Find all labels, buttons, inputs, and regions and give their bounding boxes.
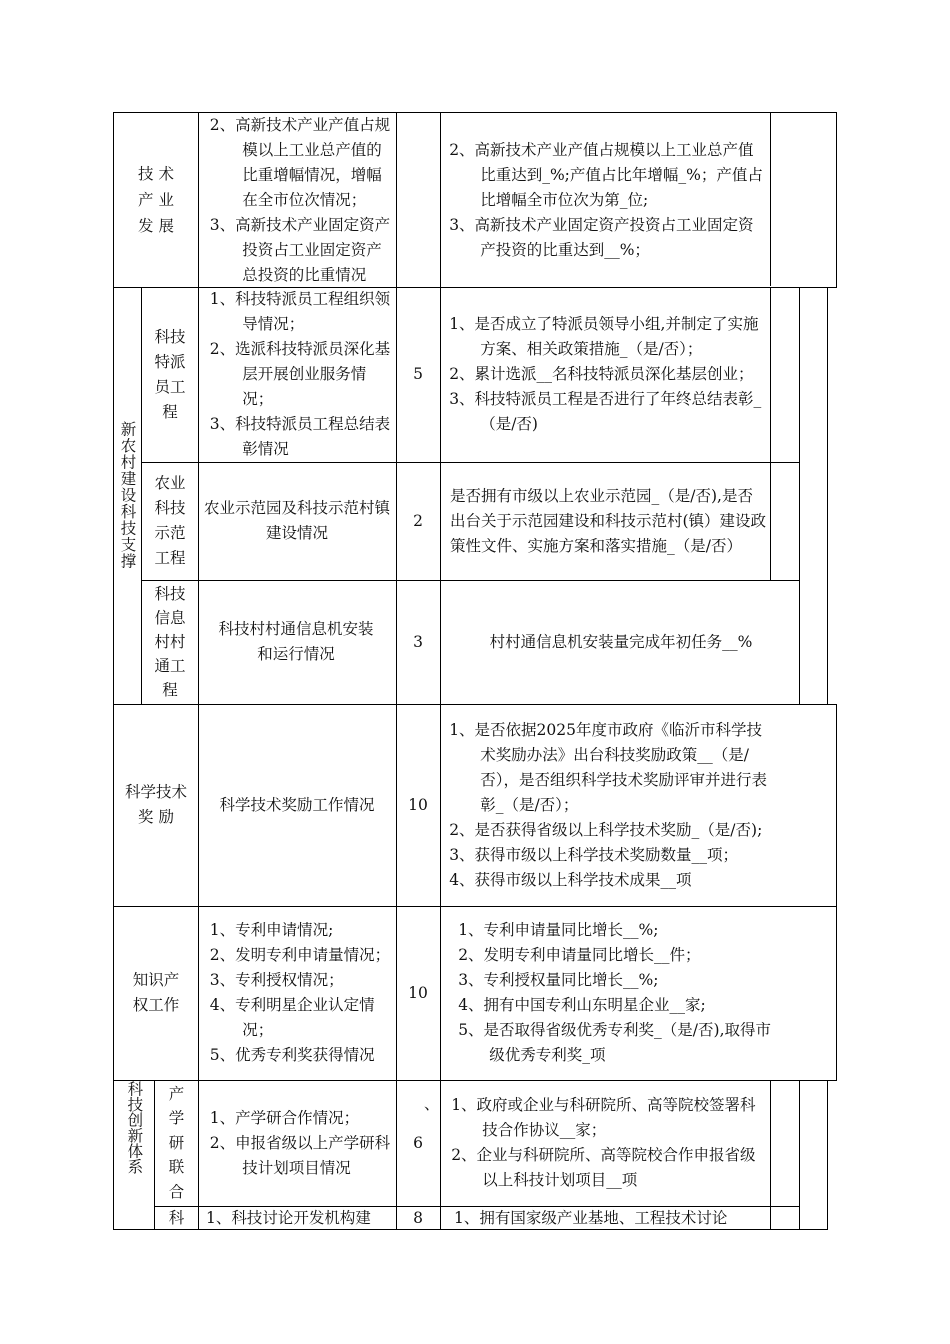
score-rd: 8 xyxy=(413,1208,423,1227)
grid-line xyxy=(827,287,828,704)
sub-agri-demo: 农业 科技 示范 工程 xyxy=(154,474,186,567)
grid-line xyxy=(113,287,837,288)
grid-line xyxy=(113,906,837,907)
item-text: 1、专利申请情况; xyxy=(209,921,334,939)
grid-line xyxy=(799,287,800,704)
grid-line xyxy=(113,1229,828,1230)
grid-line xyxy=(827,1080,828,1230)
group-innovation-system xyxy=(114,1080,154,1230)
item-agri-demo: 农业示范园及科技示范村镇建设情况 xyxy=(204,499,391,542)
group-rural-tech-support xyxy=(114,287,141,704)
grid-line xyxy=(141,287,142,704)
sub-rd: 科 xyxy=(168,1208,185,1227)
score-tech-industry xyxy=(396,112,440,287)
criteria-text: 5、是否取得省级优秀专利奖_（是/否),取得市级优秀专利奖_项 xyxy=(458,1021,771,1064)
criteria-agri-demo xyxy=(450,462,768,580)
score-sci-award: 10 xyxy=(408,795,428,814)
criteria-info-village: 村村通信息机安装量完成年初任务__% xyxy=(489,632,753,651)
score-agri-demo: 2 xyxy=(413,511,423,530)
item-rd: 1、科技讨论开发机构建 xyxy=(206,1209,371,1227)
score-iur: 6 xyxy=(413,1133,423,1152)
grid-line xyxy=(770,287,771,580)
item-text: 3、高新技术产业固定资产投资占工业固定资产总投资的比重情况 xyxy=(209,215,391,284)
category-sci-award: 科学技术 奖 励 xyxy=(124,783,187,826)
grid-line xyxy=(154,1080,155,1230)
items-tech-envoy xyxy=(202,288,392,461)
criteria-sci-award xyxy=(443,705,769,905)
score-info-village: 3 xyxy=(413,632,423,651)
criteria-text: 2、累计选派__名科技特派员深化基层创业； xyxy=(449,365,754,383)
criteria-rd: 1、拥有国家级产业基地、工程技术讨论 xyxy=(454,1209,728,1227)
item-text: 2、选派科技特派员深化基层开展创业服务情况； xyxy=(209,340,391,408)
item-text: 3、科技特派员工程总结表彰情况 xyxy=(209,415,391,458)
criteria-text: 1、是否依据2025年度市政府《临沂市科学技术奖励办法》出台科技奖励政策__（是/否），是否组织科学技术奖励评审并进行表彰_（是/否）； xyxy=(449,720,767,814)
criteria-text: 1、是否成立了特派员领导小组,并制定了实施方案、相关政策措施_（是/否）； xyxy=(449,315,759,358)
item-text: 5、优秀专利奖获得情况 xyxy=(209,1046,375,1064)
grid-line xyxy=(799,1080,800,1230)
criteria-tech-envoy xyxy=(443,288,769,461)
criteria-text: 4、获得市级以上科学技术成果__项 xyxy=(449,870,692,889)
items-iur xyxy=(202,1080,392,1206)
grid-line xyxy=(396,112,397,1230)
criteria-text: 2、是否获得省级以上科学技术奖励_（是/否); xyxy=(449,820,763,839)
criteria-text: 3、高新技术产业固定资产投资占工业固定资产投资的比重达到__%； xyxy=(449,215,754,259)
criteria-text: 3、科技特派员工程是否进行了年终总结表彰_（是/否) xyxy=(449,390,762,433)
sub-iur: 产 学 研 联 合 xyxy=(168,1084,185,1201)
grid-line xyxy=(836,112,837,287)
criteria-text: 1、专利申请量同比增长__%; xyxy=(458,921,659,939)
criteria-text: 2、企业与科研院所、高等院校合作申报省级以上科技计划项目__项 xyxy=(451,1146,756,1189)
item-info-village: 科技村村通信息机安装和运行情况 xyxy=(218,620,374,663)
criteria-ip xyxy=(452,907,782,1079)
criteria-text: 1、政府或企业与科研院所、高等院校签署科技合作协议__家； xyxy=(451,1096,756,1139)
criteria-text: 2、发明专利申请量同比增长__件； xyxy=(458,946,701,964)
grid-line xyxy=(141,462,800,463)
criteria-iur xyxy=(445,1080,771,1206)
criteria-text: 2、高新技术产业产值占规模以上工业总产值比重达到_%;产值占比年增幅_%；产值占比增幅全市位次为第_位; xyxy=(449,140,763,209)
grid-line xyxy=(113,112,114,1230)
items-ip xyxy=(202,907,392,1079)
item-text: 3、专利授权情况； xyxy=(209,971,344,989)
group-label: 科技创新体系 xyxy=(125,1081,144,1174)
grid-line xyxy=(141,580,800,581)
sub-tech-envoy: 科技 特派 员工 程 xyxy=(154,327,186,421)
grid-line xyxy=(154,1206,800,1207)
score-mark-iur: 、 xyxy=(424,1095,440,1113)
grid-line xyxy=(836,704,837,1080)
criteria-text: 4、拥有中国专利山东明星企业__家; xyxy=(458,996,706,1014)
grid-line xyxy=(113,704,837,705)
category-ip: 知识产 权工作 xyxy=(132,971,180,1014)
criteria-text: 3、获得市级以上科学技术奖励数量__项； xyxy=(449,845,739,864)
grid-line xyxy=(770,1080,771,1230)
group-label: 新农村建设科技支撑 xyxy=(118,421,137,570)
score-ip: 10 xyxy=(408,983,428,1002)
items-tech-industry xyxy=(202,114,392,286)
criteria-text: 是否拥有市级以上农业示范园_（是/否),是否出台关于示范园建设和科技示范村(镇）建设政策性文件、实施方案和落实措施_（是/否） xyxy=(450,486,767,555)
criteria-text: 3、专利授权量同比增长__%; xyxy=(458,971,659,989)
item-sci-award: 科学技术奖励工作情况 xyxy=(219,795,375,814)
item-text: 4、专利明星企业认定情况； xyxy=(209,996,375,1039)
category-tech-industry: 技 术 产 业 发 展 xyxy=(138,164,174,235)
criteria-tech-industry xyxy=(443,114,769,286)
grid-line xyxy=(770,112,771,286)
item-text: 2、高新技术产业产值占规模以上工业总产值的比重增幅情况，增幅在全市位次情况； xyxy=(209,115,391,209)
item-text: 1、科技特派员工程组织领导情况； xyxy=(209,290,391,333)
sub-info-village: 科技 信息 村村 通工 程 xyxy=(154,585,186,699)
grid-line xyxy=(113,1080,837,1081)
item-text: 2、申报省级以上产学研科技计划项目情况 xyxy=(209,1133,391,1177)
score-tech-envoy: 5 xyxy=(413,365,423,383)
item-text: 2、发明专利申请量情况； xyxy=(209,946,391,964)
item-text: 1、产学研合作情况； xyxy=(209,1108,360,1127)
grid-line xyxy=(113,112,837,113)
grid-line xyxy=(440,112,441,1230)
grid-line xyxy=(198,112,199,1230)
